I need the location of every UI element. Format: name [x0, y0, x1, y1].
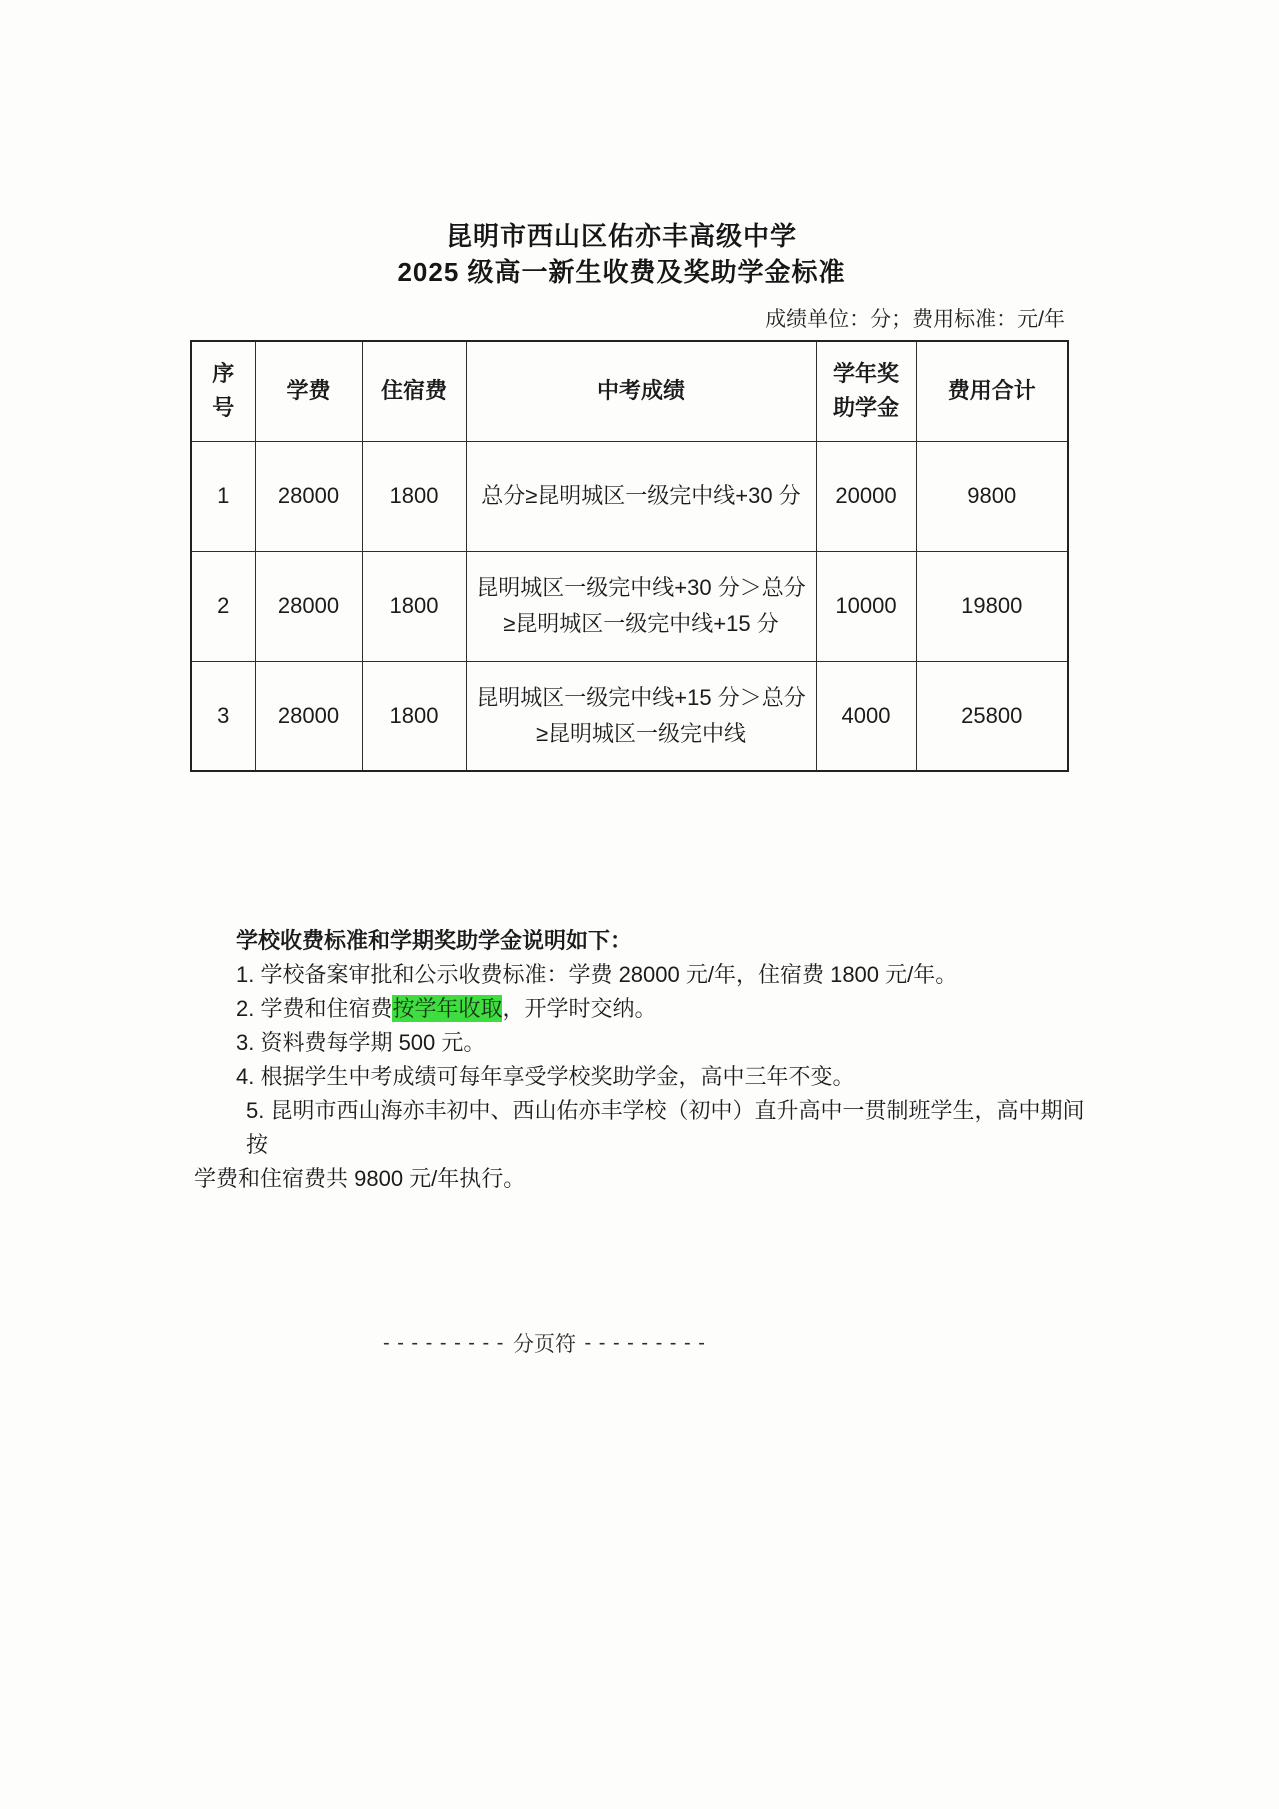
note-item-5-line-2: 学费和住宿费共 9800 元/年执行。 — [194, 1166, 526, 1191]
note-item-3: 3. 资料费每学期 500 元。 — [236, 1030, 486, 1055]
header-exam-score: 中考成绩 — [466, 341, 816, 441]
cell-scholarship: 10000 — [816, 551, 916, 661]
table-header-row — [191, 341, 1068, 441]
header-tuition: 学费 — [255, 341, 362, 441]
page-break-label: 分页符 — [512, 1333, 576, 1356]
cell-total: 9800 — [916, 441, 1068, 551]
notes-heading: 学校收费标准和学期奖助学金说明如下： — [236, 928, 633, 953]
cell-no: 2 — [191, 551, 255, 661]
cell-exam-score — [466, 661, 816, 771]
green-highlight: 按学年收取 — [392, 996, 503, 1021]
cell-tuition: 28000 — [255, 661, 362, 771]
page-break-dashes-right: - - - - - - - - - — [577, 1331, 706, 1354]
page-break-marker — [383, 1328, 706, 1358]
notes-section — [190, 924, 1090, 1196]
cell-total: 19800 — [916, 551, 1068, 661]
table-row — [191, 551, 1068, 661]
page-subtitle: 2025 级高一新生收费及奖助学金标准 — [397, 257, 846, 287]
score-line-1: 昆明城区一级完中线+30 分＞总分 — [476, 575, 806, 600]
page-title: 昆明市西山区佑亦丰高级中学 — [445, 221, 797, 251]
cell-no: 3 — [191, 661, 255, 771]
score-line-1: 昆明城区一级完中线+15 分＞总分 — [476, 684, 806, 710]
cell-tuition: 28000 — [255, 441, 362, 551]
note-item-2-suffix: ，开学时交纳。 — [502, 996, 657, 1021]
units-note: 成绩单位：分；费用标准：元/年 — [765, 308, 1065, 331]
cell-exam-score — [466, 441, 816, 551]
cell-boarding: 1800 — [362, 661, 466, 771]
cell-exam-score — [466, 551, 816, 661]
cell-total: 25800 — [916, 661, 1068, 771]
note-item-2-prefix: 2. 学费和住宿费 — [236, 996, 393, 1021]
fee-table — [190, 340, 1069, 772]
header-scholarship: 学年奖助学金 — [816, 341, 916, 441]
note-item-5 — [190, 1094, 1090, 1196]
score-line-2: ≥昆明城区一级完中线 — [535, 720, 747, 746]
score-line-1: 总分≥昆明城区一级完中线+30 分 — [481, 483, 801, 508]
cell-boarding: 1800 — [362, 441, 466, 551]
cell-boarding: 1800 — [362, 551, 466, 661]
header-no: 序号 — [191, 341, 255, 441]
cell-scholarship: 4000 — [816, 661, 916, 771]
note-item-2 — [190, 992, 1090, 1026]
header-boarding: 住宿费 — [362, 341, 466, 441]
cell-scholarship: 20000 — [816, 441, 916, 551]
page-break-dashes-left: - - - - - - - - - — [383, 1331, 511, 1354]
note-item-1: 1. 学校备案审批和公示收费标准：学费 28000 元/年，住宿费 1800 元/年。 — [236, 962, 958, 987]
table-row — [191, 661, 1068, 771]
note-item-4: 4. 根据学生中考成绩可每年享受学校奖助学金，高中三年不变。 — [236, 1064, 855, 1089]
header-total: 费用合计 — [916, 341, 1068, 441]
score-line-2: ≥昆明城区一级完中线+15 分 — [503, 611, 779, 636]
note-item-5-line-1: 5. 昆明市西山海亦丰初中、西山佑亦丰学校（初中）直升高中一贯制班学生，高中期间按 — [246, 1098, 1085, 1157]
cell-tuition: 28000 — [255, 551, 362, 661]
cell-no: 1 — [191, 441, 255, 551]
table-row — [191, 441, 1068, 551]
